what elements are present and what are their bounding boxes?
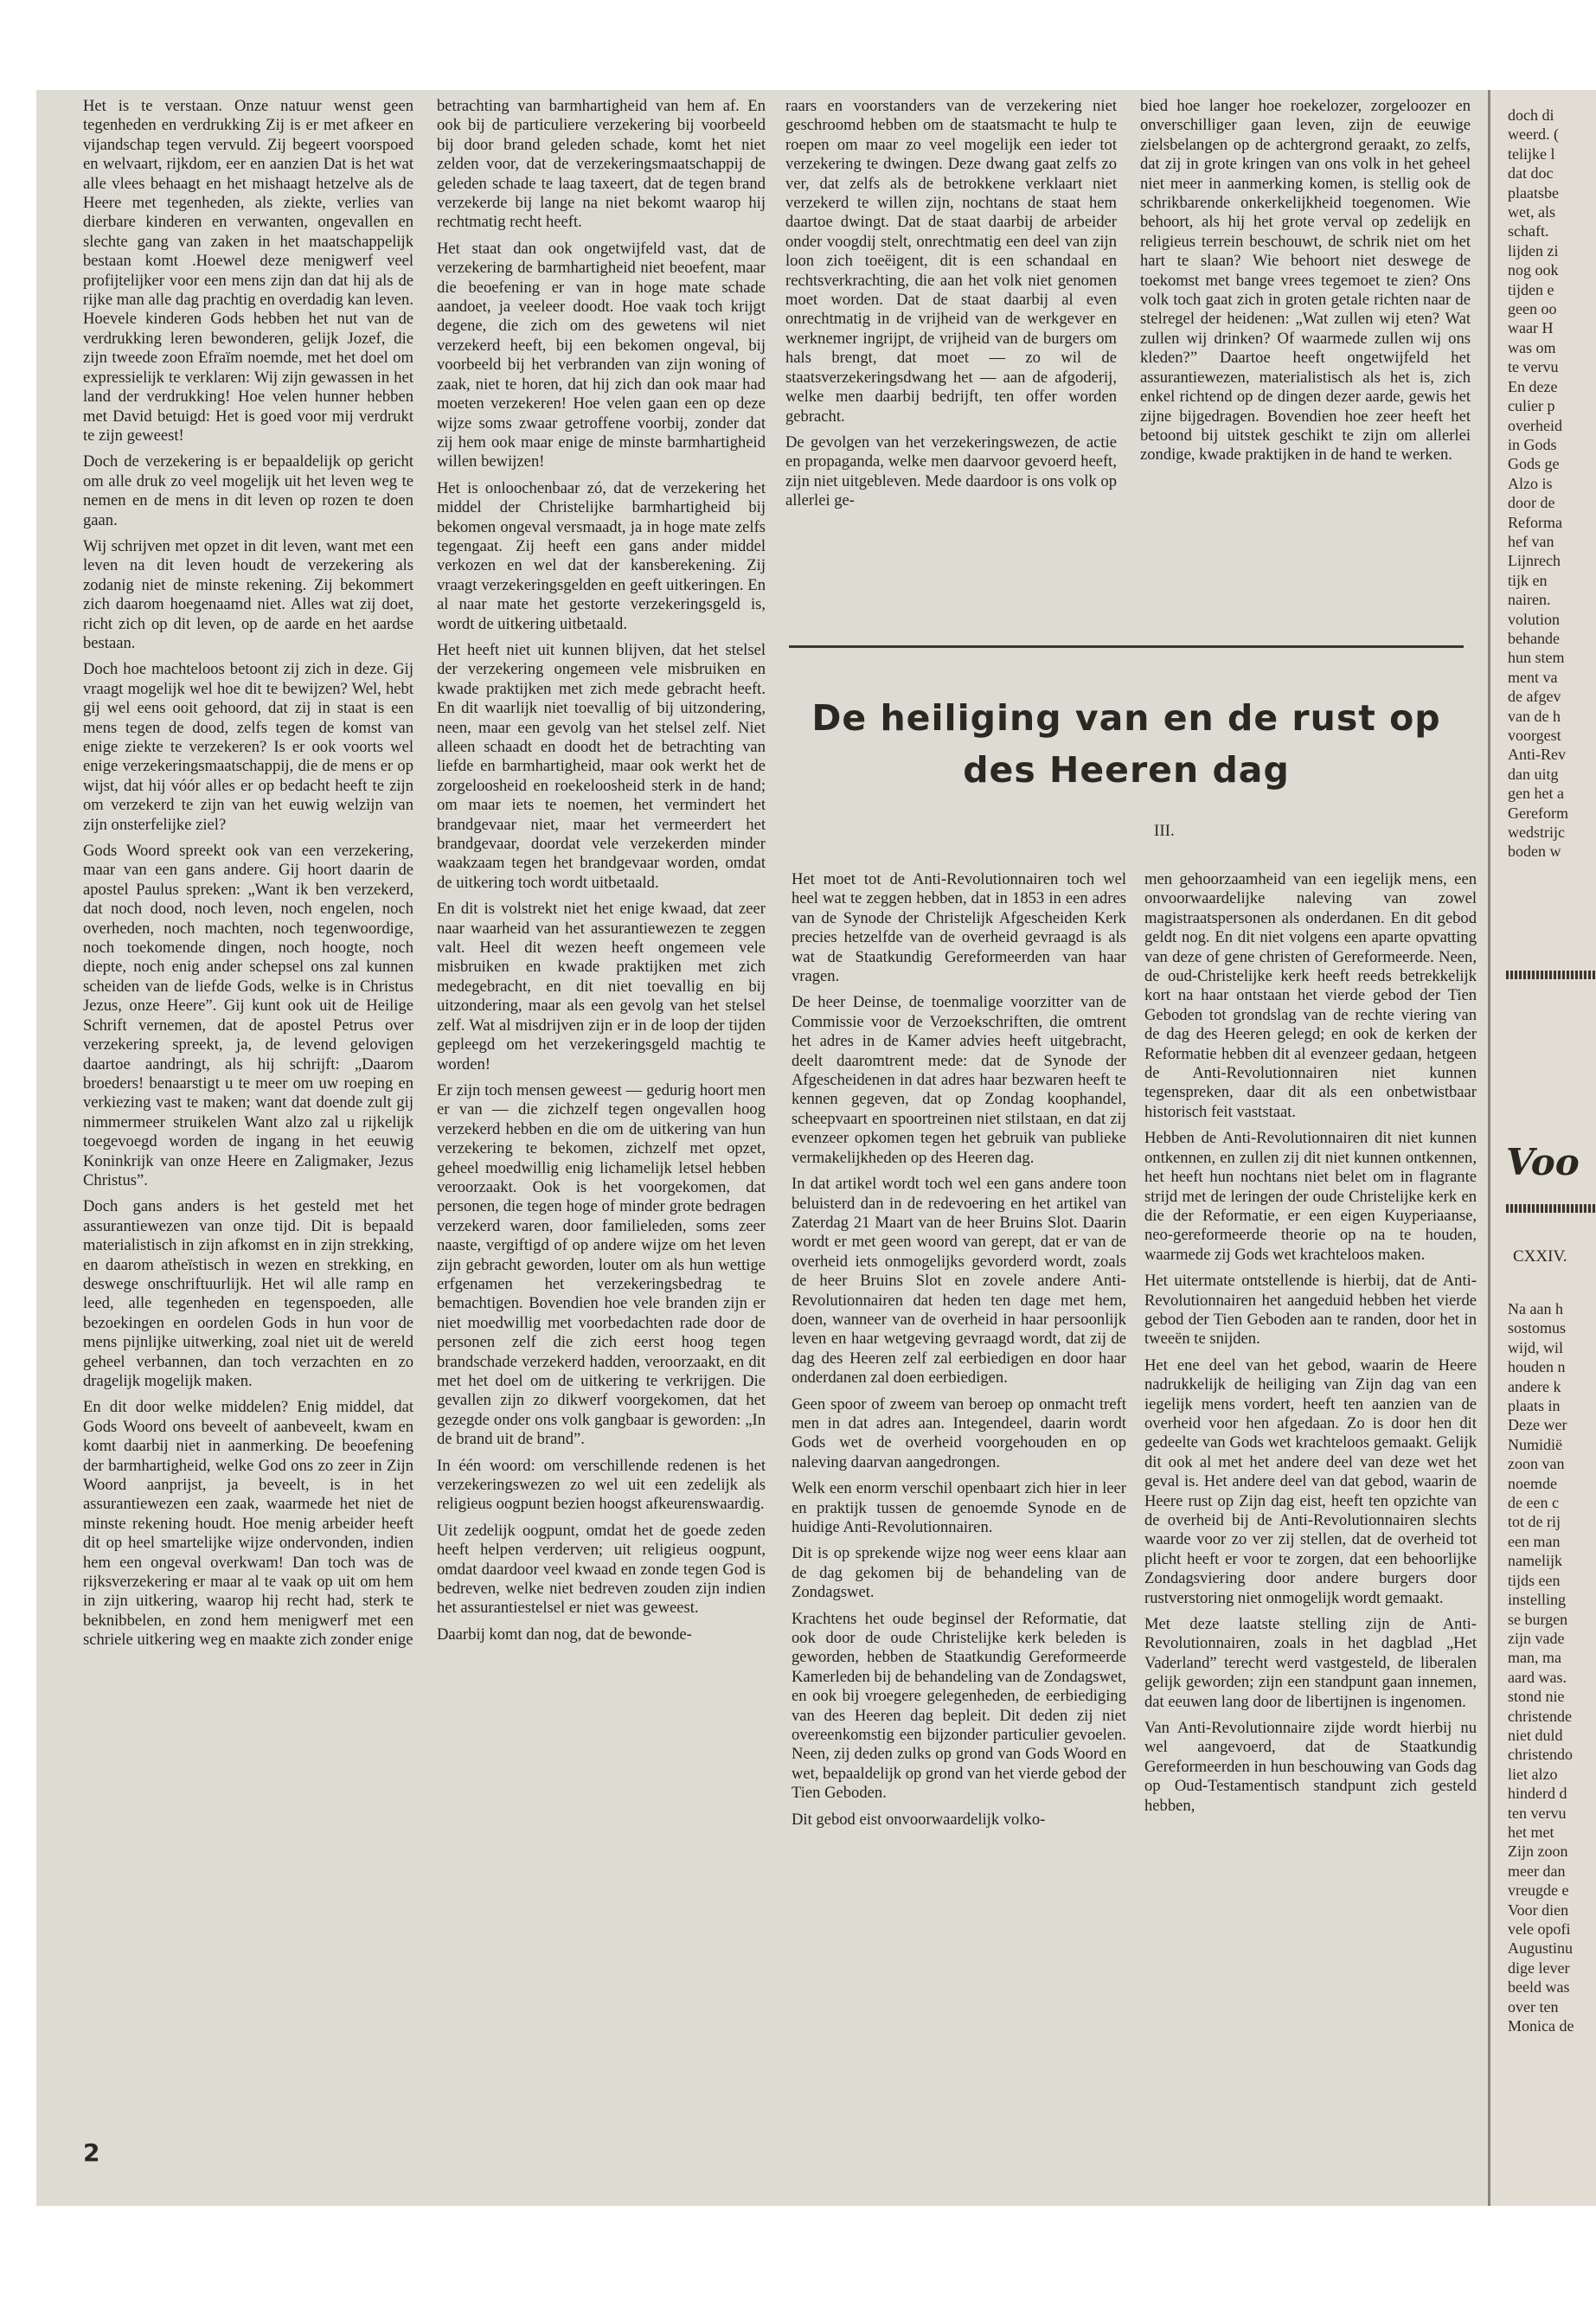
adjacent-line: waar H [1508, 319, 1554, 337]
adjacent-line: Voor dien [1508, 1900, 1569, 1919]
column-1 [83, 97, 413, 2061]
paragraph: En dit is volstrekt niet het enige kwaad, dat zeer naar waarheid van het assurantiewezen te zeggen valt. Heel dit wezen heeft ongemeen vele misbruiken en kwade praktijken met zich medegebracht, en dit niet toevallig en bij uitzondering, maar als een gevolg van het stelsel zelf. Wat al misdrijven zijn er in de loop der tijden gepleegd om het verzekeringsgeld machtig te worden! [437, 900, 766, 1074]
adjacent-line: Deze wer [1508, 1416, 1567, 1434]
paragraph: betrachting van barmhartigheid van hem af. En ook bij de particuliere verzekering bij voorbeeld bij door brand geleden schade, komt het niet zelden voor, dat de verzekeringsmaatschappij de geleden schade te laag taxeert, dat de tegen brand verzekerde bij lange na niet bekomt waarop hij rechtmatig recht heeft. [437, 97, 766, 232]
paragraph: Krachtens het oude beginsel der Reformatie, dat ook door de oude Christelijke kerk beleden is geworden, hebben de Staatkundig Gereformeerde Kamerleden bij de behandeling van de Zondagswet, en ook bij vroegere gelegenheden, de eerbiediging van des Heeren dag bepleit. Dit deden zij niet overeenkomstig een bijzonder particulier gevoelen. Neen, zij deden zulks op grond van Gods Woord en wet, bepaaldelijk op grond van het vierde gebod der Tien Geboden. [792, 1609, 1126, 1803]
adjacent-line: telijke l [1508, 144, 1555, 163]
adjacent-line: dat doc [1508, 164, 1554, 183]
paragraph: Het is onloochenbaar zó, dat de verzekering het middel der Christelijke barmhartigheid bij bekomen ongeval versmaadt, ja in hoge mate zelfs tegengaat. Zij heeft een gans ander middel verkozen en wel dat der kansberekening. Zij vraagt verzekeringsgelden en geeft uitkeringen. En al naar mate het gestorte verzekeringsgeld is, wordt de uitkering uitbetaald. [437, 478, 766, 633]
paragraph: Het is te verstaan. Onze natuur wenst geen tegenheden en verdrukking Zij is er met afkeer en vijandschap tegen vervuld. Zij begeert voorspoed en welvaart, rijkdom, eer en aanzien Dat is het wat alle vlees behaagt en het mishaagt hetzelve als de Heere met tegenheden, als ziekte, verlies van dierbare kinderen en verwanten, ongevallen en slechte gang van zaken in het maatschappelijk bestaan komt .Hoewel deze menigwerf veel profijtelijker voor een mens zijn dan dat hij als de rijke man alle dag prachtig en overdadig kan leven. Hoevele kinderen Gods hebben het nut van de verdrukking leren bewonderen, gelijk Jozef, die zijn tweede zoon Efraïm noemde, met het doel om expressielijk te verklaren: Wij zijn gewassen in het land der verdrukking! Hoe velen hunner hebben met David betuigd: Het is goed voor mij verdrukt te zijn geweest! [83, 97, 413, 445]
adjacent-line: man, ma [1508, 1649, 1561, 1667]
section-divider [789, 645, 1464, 648]
adjacent-line: weerd. ( [1508, 125, 1559, 144]
paragraph: Welk een enorm verschil openbaart zich hier in leer en praktijk tussen de genoemde Synode en de huidige Anti-Revolutionnairen. [792, 1479, 1126, 1536]
adjacent-line: stond nie [1508, 1688, 1565, 1706]
paragraph: Van Anti-Revolutionnaire zijde wordt hierbij nu wel aangevoerd, dat de Staatkundig Gereformeerden in hun beschouwing van Gods dag op Oud-Testamentisch standpunt zich gesteld hebben, [1144, 1719, 1477, 1815]
paragraph: Uit zedelijk oogpunt, omdat het de goede zeden heeft helpen verderven; uit religieus oogpunt, omdat daardoor veel kwaad en zonde tegen God is bedreven, welke niet bedreven zouden zijn indien het assurantiestelsel er niet was geweest. [437, 1521, 766, 1618]
paragraph: In dat artikel wordt toch wel een gans andere toon beluisterd dan in de redevoering en het artikel van Zaterdag 21 Maart van de heer Bruins Slot. Daarin wordt er met geen woord van gerept, dat er van de overheid iets onmogelijks gevorderd wordt, zoals de heer Bruins Slot en zovele andere Anti-Revolutionnairen dat heden ten dage met hem, doen, wanneer van de overheid in haar persoonlijk leven en haar wetgeving gevraagd wordt, dat zij de dag des Heeren zelf zal eerbiedigen en door haar onderdanen zal doen eerbiedigen. [792, 1175, 1126, 1388]
adjacent-line: hinderd d [1508, 1785, 1567, 1803]
adjacent-line: doch di [1508, 106, 1554, 124]
adjacent-line: was om [1508, 338, 1556, 356]
adjacent-line: plaats in [1508, 1397, 1561, 1415]
adjacent-line: sostomus [1508, 1319, 1567, 1337]
adjacent-line: aard was. [1508, 1668, 1567, 1686]
adjacent-line: hun stem [1508, 649, 1565, 667]
adjacent-line: En deze [1508, 377, 1558, 395]
adjacent-line: behande [1508, 629, 1560, 647]
adjacent-line: een man [1508, 1532, 1561, 1550]
column-4 [1140, 97, 1471, 616]
adjacent-line: te vervu [1508, 358, 1559, 376]
paragraph: Doch gans anders is het gesteld met het assurantiewezen van onze tijd. Dit is bepaald materialistisch in zijn afkomst en in zijn strekking, en daarom atheïstisch in wezen en strekking, en deswege onschriftuurlijk. Het wil alle ramp en leed, alle tegenheden en tegenspoeden, alle bezoekingen en oordelen Gods in hun voor de mens pijnlijke uitwerking, zoal niet uit de wereld geheel verbannen, dan toch verzachten en zo dragelijk mogelijk maken. [83, 1197, 413, 1390]
adjacent-line: Monica de [1508, 2017, 1574, 2035]
adjacent-line: Lijnrech [1508, 552, 1561, 570]
adjacent-line: nog ook [1508, 261, 1559, 279]
adjacent-line: tijds een [1508, 1571, 1561, 1589]
adjacent-line: geen oo [1508, 300, 1557, 318]
paragraph: In één woord: om verschillende redenen is het verzekeringswezen zo wel uit een zedelijk als religieus oogpunt bezien hoogst afkeurenswaardig. [437, 1456, 766, 1514]
adjacent-line: vele opofi [1508, 1920, 1571, 1938]
decorative-border [1506, 971, 1596, 979]
decorative-border [1506, 1204, 1596, 1213]
adjacent-line: se burgen [1508, 1610, 1568, 1628]
adjacent-line: de afgev [1508, 688, 1561, 706]
paragraph: Het moet tot de Anti-Revolutionnairen toch wel heel wat te zeggen hebben, dat in 1853 in een adres van de Synode der Christelijk Afgescheiden Kerk precies hetzelfde van de overheid gevraagd is als wat de Staatkundig Gereformeerden van haar vragen. [792, 870, 1126, 986]
paragraph: bied hoe langer hoe roekelozer, zorgeloozer en onverschilliger gaan leven, zijn de eeuwige zielsbelangen op de achtergrond geraakt, zo zelfs, dat zij in grote kringen van ons volk in het geheel niet meer in aanmerking komen, is stellig ook de schrikbarende onkerkelijkheid toegenomen. Wie behoort, als hij het grote verval op zedelijk en religieus terrein beschouwt, de schrik niet om het hart te slaan? Wie behoort niet deswege de toekomst met bange vrees tegemoet te zien? Ons volk toch gaat zich in groten getale richten naar de stelregel der heidenen: „Wat zullen wij eten? Wat zullen wij drinken? Of waarmede zullen wij ons kleden?” Daartoe heeft ongetwijfeld het assurantiewezen, materialistisch als het is, zich enkel richtend op de dingen dezer aarde, gewis het zijne bijgedragen. Bovendien hoe zeer heeft het betoond bij uitstek geschikt te zijn om allerlei zondige, kwade praktijken in de hand te werken. [1140, 97, 1471, 465]
adjacent-line: de een c [1508, 1494, 1559, 1512]
adjacent-line: tijden e [1508, 280, 1554, 298]
adjacent-line: Alzo is [1508, 474, 1553, 492]
paragraph: Het ene deel van het gebod, waarin de Heere nadrukkelijk de heiliging van Zijn dag van een iegelijk mens vordert, heeft ten aanzien van de overheid voor hen afgedaan. Zo is door hen dit gedeelte van Gods wet krachteloos gemaakt. Gelijk dit ook al met het andere deel van deze wet het geval is. Het andere deel van dat gebod, waarin de Heere rust op Zijn dag eist, heeft ten opzichte van de overheid bij de Anti-Revolutionnairen slechts waarde voor zo ver zij stellen, dat de overheid tot plicht heeft er voor te zorgen, dat een behoorlijke Zondagsviering door andere burgers door rustverstoring niet onmogelijk wordt gemaakt. [1144, 1356, 1477, 1607]
adjacent-line: schaft. [1508, 222, 1549, 240]
adjacent-line: zoon van [1508, 1455, 1565, 1473]
adjacent-line: ten vervu [1508, 1804, 1567, 1822]
paragraph: Met deze laatste stelling zijn de Anti-Revolutionnairen, zoals in het dagblad „Het Vaderland” terecht werd vastgesteld, de liberalen gelijk geworden; zijn een standpunt gaan innemen, dat eeuwen lang door de libertijnen is ingenomen. [1144, 1615, 1477, 1711]
paragraph: men gehoorzaamheid van een iegelijk mens, een onvoorwaardelijke naleving van zowel magistraatspersonen als onderdanen. En dit gebod geldt nog. En dit niet volgens een aparte opvatting van deze of gene christen of Gereformeerde. Neen, de oud-Christelijke kerk heeft reeds betrekkelijk kort na haar ontstaan het vierde gebod der Tien Geboden tot grondslag van de rechte viering van de dag des Heeren gelegd; en ook de kerken der Reformatie hebben dit al evenzeer gedaan, hetgeen de Anti-Revolutionnairen niet kunnen tegenspreken, daar dit als een onbetwistbaar historisch feit vaststaat. [1144, 870, 1477, 1121]
adjacent-line: plaatsbe [1508, 183, 1559, 202]
paragraph: Het heeft niet uit kunnen blijven, dat het stelsel der verzekering ongemeen vele misbruiken en kwade praktijken met zich mede gebracht heeft. En dit waarlijk niet toevallig of bij uitzondering, neen, maar een gevolg van het stelsel zelf. Niet alleen schaadt en doodt het de betrachting van liefde en barmhartigheid, maar ook werkt het de zorgeloosheid en roekeloosheid sterk in de hand; om maar iets te noemen, het vermindert het brandgevaar niet, maar het vermeerdert het brandgevaar, doordat vele verzekerden minder waakzaam tegen het brandgevaar worden, omdat de uitkering toch wordt uitbetaald. [437, 640, 766, 892]
adjacent-line: tot de rij [1508, 1513, 1561, 1531]
adjacent-line: zijn vade [1508, 1629, 1565, 1647]
adjacent-line: Anti-Rev [1508, 746, 1566, 764]
column-2 [437, 97, 766, 2095]
adjacent-line: het met [1508, 1823, 1554, 1841]
paragraph: Het uitermate ontstellende is hierbij, dat de Anti-Revolutionnairen het aangeduid hebben het vierde gebod der Tien Geboden aan te randen, door het in tweeën te snijden. [1144, 1272, 1477, 1349]
adjacent-line: voorgest [1508, 727, 1561, 744]
adjacent-line: vreugde e [1508, 1881, 1569, 1900]
adjacent-line: christende [1508, 1707, 1572, 1725]
adjacent-line: niet duld [1508, 1726, 1563, 1744]
paragraph: Dit is op sprekende wijze nog weer eens klaar aan de dag gekomen bij de behandeling van de Zondagswet. [792, 1544, 1126, 1602]
paragraph: Daarbij komt dan nog, dat de bewonde- [437, 1625, 692, 1644]
adjacent-line: dan uitg [1508, 765, 1559, 783]
adjacent-line: hef van [1508, 532, 1554, 550]
adjacent-line: overheid [1508, 416, 1562, 434]
adjacent-line: instelling [1508, 1591, 1566, 1609]
paragraph: En dit door welke middelen? Enig middel, dat Gods Woord ons beveelt of aanbeveelt, kwam en komt daarbij niet in aanmerking. De beoefening der barmhartigheid, welke God ons zo zeer in Zijn Woord aanprijst, ja beveelt, is in het assurantiewezen een zaak, waarmede het niet de minste rekening houdt. Hoe menig arbeider heeft dit op heel smartelijke wijze ondervonden, indien hem een ongeval overkwam! Dan toch was de rijksverzekering er maar al te vaak op uit om hem in zijn uitkering, waarop hij recht had, sterk te beknibbelen, en zond hem menigwerf met een schriele uitkering weg en maakte zich zonder enige [83, 1398, 413, 1650]
adjacent-line: noemde [1508, 1474, 1557, 1492]
adjacent-line: lijden zi [1508, 241, 1559, 260]
adjacent-line: houden n [1508, 1358, 1566, 1376]
adjacent-page-title: Voo [1506, 1141, 1580, 1183]
paragraph: De gevolgen van het verzekeringswezen, de actie en propaganda, welke men daarvoor gevoerd heeft, zijn niet uitgebleven. Mede daardoor is ons volk op allerlei ge- [785, 433, 1117, 510]
paragraph: Doch hoe machteloos betoont zij zich in deze. Gij vraagt mogelijk wel hoe dit te bewijzen? Wel, hebt gij wel eens ooit gehoord, dat zij in staat is een mens tegen de dood, zelfs tegen de komst van enige ziekte te verzekeren? Is er ook voorts wel enige verzekeringsmaatschappij, die de mens er op wijst, dat hij vóór alles er op bedacht heeft te zijn om verzekerd te zijn van het euwig welzijn van zijn onsterfelijke ziel? [83, 660, 413, 834]
adjacent-line: van de h [1508, 707, 1561, 725]
paragraph: Gods Woord spreekt ook van een verzekering, maar van een gans andere. Gij hoort daarin de apostel Paulus spreken: „Want ik ben verzekerd, dat noch dood, noch leven, noch engelen, noch overheden, noch machten, noch tegenwoordige, noch toekomende dingen, noch hoogte, noch diepte, noch enig ander schepsel ons zal kunnen scheiden van de liefde Gods, welke is in Christus Jezus, onze Heere”. Gij kunt ook uit de Heilige Schrift vernemen, dat de apostel Petrus over verzekering spreekt, ja, de levend gelovigen daartoe aandringt, als hij schrijft: „Daarom broeders! benaarstigt u te meer om uw roeping en verkiezing vast te maken; want dat doende zult gij nimmermeer struikelen Want alzo zal u rijkelijk toegevoegd worden de ingang in het eeuwig Koninkrijk van onze Heere en Zaligmaker, Jezus Christus”. [83, 842, 413, 1189]
adjacent-line: Gereform [1508, 804, 1568, 822]
paragraph: Het staat dan ook ongetwijfeld vast, dat de verzekering de barmhartigheid niet beoefent, maar die beoefening er van in hoge mate schade aandoet, ja veeleer doodt. Hoe vaak toch krijgt degene, die zich om des gewetens wil niet verzekerd heeft, bij een bekomen ongeval, bij voorbeeld bij het verbranden van zijn woning of zaak, niet te horen, dat hij zich dan ook maar had moeten verzekeren! Hoe velen gaan een op deze wijze soms zwaar getroffene voorbij, zonder dat zij hem ook maar enige de minste barmhartigheid willen bewijzen! [437, 239, 766, 471]
paragraph: Geen spoor of zweem van beroep op onmacht treft men in dat adres aan. Integendeel, daarin wordt Gods wet de overheid voorgehouden en op naleving daarvan aangedrongen. [792, 1394, 1126, 1471]
adjacent-line: volution [1508, 610, 1561, 628]
adjacent-line: beeld was [1508, 1978, 1570, 1997]
adjacent-line: door de [1508, 494, 1555, 512]
adjacent-line: boden w [1508, 843, 1561, 861]
paragraph: Wij schrijven met opzet in dit leven, want met een leven na dit leven houdt de verzekering als zodanig niet de minste rekening. Zij bekommert zich daarom hoegenaamd niet. Alles wat zij doet, richt zich op dit leven, op de aarde en het aardse bestaan. [83, 536, 413, 652]
adjacent-line: christendo [1508, 1746, 1573, 1764]
adjacent-line: liet alzo [1508, 1765, 1558, 1783]
article-section-number: III. [1154, 822, 1175, 840]
paragraph: raars en voorstanders van de verzekering niet geschroomd hebben om de staatsmacht te hulp te roepen om maar zo veel mogelijk een ieder tot verzekering te dwingen. Deze dwang gaat zelfs zo ver, dat zelfs als de betrokkene verklaart niet verzekerd te willen zijn, nochtans de staat hem daartoe dwingt. Dat de staat daarbij de arbeider onder voogdij stelt, onrechtmatig een deel van zijn loon zich toeëigent, dit is een schandaal en rechtsverkrachting, die aan het volk niet genomen moet worden. Dat de staat daarbij al even onrechtmatig in de vrijheid van de werkgever en werknemer ingrijpt, de vrijheid van de burgers om hals brengt, dat moet — zo wil de staatsverzekeringsdwang het — aan de afgoderij, welke men daarbij bedrijft, ten offer worden gebracht. [785, 97, 1117, 426]
adjacent-page-text-top [1508, 106, 1594, 862]
paragraph: Doch de verzekering is er bepaaldelijk op gericht om alle druk zo veel mogelijk uit het leven weg te nemen en de mens in dit leven op rozen te doen gaan. [83, 452, 413, 529]
article-column-right [1144, 870, 1477, 2099]
adjacent-line: wedstrijc [1508, 824, 1565, 842]
adjacent-line: meer dan [1508, 1862, 1566, 1880]
article-column-left [792, 870, 1126, 2099]
adjacent-line: gen het a [1508, 785, 1564, 803]
adjacent-line: andere k [1508, 1377, 1561, 1395]
adjacent-line: wijd, wil [1508, 1338, 1564, 1356]
adjacent-line: Na aan h [1508, 1300, 1563, 1317]
paragraph: De heer Deinse, de toenmalige voorzitter van de Commissie voor de Verzoekschriften, die omtrent het adres in de Kamer advies heeft uitgebracht, deelt daaromtrent mede: dat de Synode der Afgescheidenen in dat adres haar bezwaren heeft te kennen gegeven, dat op Zondag koophandel, scheepvaart en spoortreinen niet stilstaan, en dat zij evenzeer opkomen tegen het gebruik van publieke vermakelijkheden op des Heeren dag. [792, 993, 1126, 1167]
paragraph: Dit gebod eist onvoorwaardelijk volko- [792, 1810, 1046, 1829]
column-3 [785, 97, 1117, 642]
adjacent-line: Gods ge [1508, 455, 1560, 473]
adjacent-line: Numidië [1508, 1435, 1562, 1453]
adjacent-line: Augustinu [1508, 1939, 1574, 1958]
paragraph: Hebben de Anti-Revolutionnairen dit niet kunnen ontkennen, en zullen zij dit niet kunnen ontkennen, het heeft hun nochtans niet belet om in flagrante strijd met de leringen der oude Christelijke kerk en die der Reformatie, er een eigen Kuyperiaanse, neo-gereformeerde theorie op na te houden, waarmede zij Gods wet krachteloos maken. [1144, 1129, 1477, 1264]
adjacent-line: tijk en [1508, 571, 1548, 589]
adjacent-line: in Gods [1508, 435, 1557, 453]
page-number: 2 [83, 2138, 100, 2167]
adjacent-line: over ten [1508, 1997, 1559, 2016]
adjacent-line: Zijn zoon [1508, 1843, 1568, 1861]
paragraph: Er zijn toch mensen geweest — gedurig hoort men er van — die zichzelf tegen ongevallen hoog verzekerd hebben en die om de uitkering van hun verzekering te bekomen, zichzelf met opzet, geheel moedwillig enig lichamelijk letsel hebben veroorzaakt. Ook is het voorgekomen, dat personen, die tegen hoge of minder grote bedragen verzekerd waren, door familieleden, soms zeer naaste, vergiftigd of op andere wijze om het leven zijn gebracht geworden, louter om als hun wettige erfgenamen het verzekeringsbedrag te bemachtigen. Bovendien hoe vele branden zijn er niet moedwillig met voorbedachten rade door de personen zelf die zich eerst hoog tegen brandschade verzekerd hadden, veroorzaakt, en dit met het doel om de uitkering te verkrijgen. Die gevallen zijn zo dikwerf voorgekomen, dat het gezegde onder ons volk gangbaar is geworden: „In de brand uit de brand”. [437, 1080, 766, 1449]
adjacent-line: nairen. [1508, 591, 1551, 609]
article-headline: De heiliging van en de rust op des Heeren dag [811, 697, 1441, 791]
adjacent-line: Reforma [1508, 513, 1562, 531]
adjacent-page-strip [1488, 90, 1596, 2206]
adjacent-line: culier p [1508, 397, 1555, 415]
adjacent-line: namelijk [1508, 1552, 1562, 1570]
adjacent-line: wet, als [1508, 203, 1555, 221]
adjacent-line: ment va [1508, 668, 1558, 686]
adjacent-line: dige lever [1508, 1958, 1570, 1977]
adjacent-page-text-bottom [1508, 1299, 1594, 2035]
adjacent-page-section: CXXIV. [1513, 1247, 1567, 1266]
